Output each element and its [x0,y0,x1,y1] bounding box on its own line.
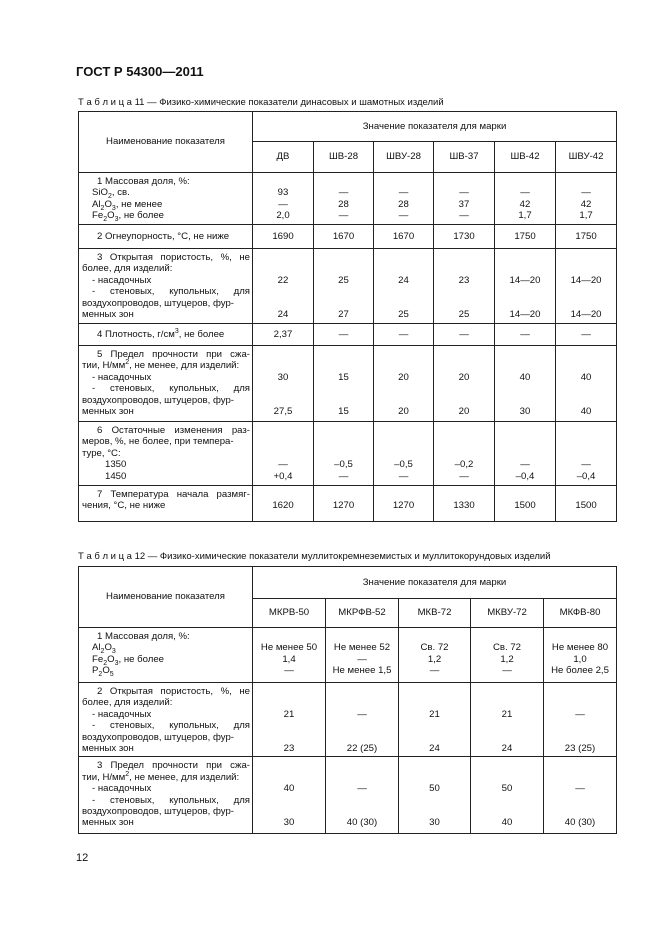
value-cell: — 40 (30) [326,757,399,834]
table-12 [78,566,617,834]
value-cell: 2,37 [253,324,314,346]
value-cell: Не менее 80 1,0 Не более 2,5 [544,628,617,683]
row-label: 5 Предел прочности при сжа- тии, $Н/мм^2$, не менее, для изделий: - насадочных - стеновых, купольных, для воздухопроводов, штуцеров, фур- менных зон [79,346,253,422]
table-row [79,249,617,324]
col-header-name: Наименование показателя [79,567,253,628]
value-cell: 40 40 [556,346,617,422]
value-cell: 21 23 [253,683,326,757]
mark-header: МКВУ-72 [471,599,544,628]
row-label: 1 Массовая доля, %: SiO$_2$, св. $Al_2O_3$, не менее $Fe_2O_3$, не более [79,173,253,225]
value-cell: 21 24 [471,683,544,757]
table-row [79,683,617,757]
value-cell: 20 20 [434,346,495,422]
value-cell: — –0,4 [495,422,556,486]
value-cell: 40 30 [495,346,556,422]
value-cell: 20 20 [374,346,434,422]
value-cell: 25 27 [314,249,374,324]
table-row [79,628,617,683]
value-cell: 1670 [374,225,434,249]
value-cell: — 40 (30) [544,757,617,834]
page-number: 12 [76,852,89,864]
value-cell: 1500 [495,486,556,522]
group-header: Значение показателя для марки [253,567,617,599]
mark-header: ШВ-37 [434,142,495,173]
row-label: 3 Открытая пористость, %, не более, для изделий: - насадочных - стеновых, купольных, для воздухопроводов, штуцеров, фур- менных зон [79,249,253,324]
row-label: 3 Предел прочности при сжа- тии, $Н/мм^2$, не менее, для изделий: - насадочных - стеновых, купольных, для воздухопроводов, штуцеров, фур- менных зон [79,757,253,834]
row-label: 6 Остаточные изменения раз- меров, %, не более, при темпера- туре, °С: 1350 1450 [79,422,253,486]
row-label: 4 Плотность, $г/см^3$, не более [79,324,253,346]
mark-header: ШВУ-42 [556,142,617,173]
value-cell: 30 27,5 [253,346,314,422]
mark-header: МКВ-72 [399,599,471,628]
table-row [79,324,617,346]
col-header-name: Наименование показателя [79,112,253,173]
value-cell: 40 30 [253,757,326,834]
value-cell: Св. 72 1,2 — [471,628,544,683]
mark-header: ШВУ-28 [374,142,434,173]
table-row [79,757,617,834]
value-cell: 14—20 14—20 [495,249,556,324]
value-cell: 1500 [556,486,617,522]
value-cell: Не менее 52 — Не менее 1,5 [326,628,399,683]
value-cell: 15 15 [314,346,374,422]
mark-header: ШВ-28 [314,142,374,173]
value-cell: 1750 [495,225,556,249]
value-cell: 1620 [253,486,314,522]
value-cell: –0,2 — [434,422,495,486]
value-cell: — 23 (25) [544,683,617,757]
value-cell: 1750 [556,225,617,249]
value-cell: — [434,324,495,346]
value-cell: 1270 [314,486,374,522]
value-cell: — 42 1,7 [495,173,556,225]
value-cell: — 22 (25) [326,683,399,757]
value-cell: 50 40 [471,757,544,834]
value-cell: 1270 [374,486,434,522]
value-cell: 21 24 [399,683,471,757]
mark-header: МКФВ-80 [544,599,617,628]
value-cell: 1670 [314,225,374,249]
value-cell: — [556,324,617,346]
value-cell: — 42 1,7 [556,173,617,225]
table-row [79,173,617,225]
value-cell: 50 30 [399,757,471,834]
row-label: 2 Огнеупорность, °С, не ниже [79,225,253,249]
row-label: 7 Температура начала размяг- чения, °С, не ниже [79,486,253,522]
value-cell: — 28 — [374,173,434,225]
document-header: ГОСТ Р 54300—2011 [76,64,204,79]
value-cell: — +0,4 [253,422,314,486]
row-label: 2 Открытая пористость, %, не более, для изделий: - насадочных - стеновых, купольных, для воздухопроводов, штуцеров, фур- менных зон [79,683,253,757]
mark-header: ДВ [253,142,314,173]
value-cell: — [495,324,556,346]
value-cell: –0,5 — [314,422,374,486]
value-cell: — 37 — [434,173,495,225]
table-row [79,346,617,422]
table-11 [78,111,617,522]
table-row [79,486,617,522]
value-cell: — 28 — [314,173,374,225]
value-cell: — [374,324,434,346]
value-cell: 24 25 [374,249,434,324]
value-cell: — [314,324,374,346]
value-cell: 14—20 14—20 [556,249,617,324]
group-header: Значение показателя для марки [253,112,617,142]
value-cell: 1330 [434,486,495,522]
table-row [79,225,617,249]
table-12-caption: Т а б л и ц а 12 — Физико-химические показатели муллитокремнеземистых и муллитокорундовых изделий [78,551,551,562]
mark-header: ШВ-42 [495,142,556,173]
table-11-caption: Т а б л и ц а 11 — Физико-химические показатели динасовых и шамотных изделий [78,97,444,108]
value-cell: 93 — 2,0 [253,173,314,225]
value-cell: 23 25 [434,249,495,324]
row-label: 1 Массовая доля, %: $Al_2O_3$ $Fe_2O_3$, не более $P_2O_5$ [79,628,253,683]
table-row [79,422,617,486]
value-cell: 22 24 [253,249,314,324]
value-cell: –0,5 — [374,422,434,486]
value-cell: Не менее 50 1,4 — [253,628,326,683]
value-cell: Св. 72 1,2 — [399,628,471,683]
mark-header: МКРВ-50 [253,599,326,628]
value-cell: 1690 [253,225,314,249]
value-cell: — –0,4 [556,422,617,486]
mark-header: МКРФВ-52 [326,599,399,628]
value-cell: 1730 [434,225,495,249]
